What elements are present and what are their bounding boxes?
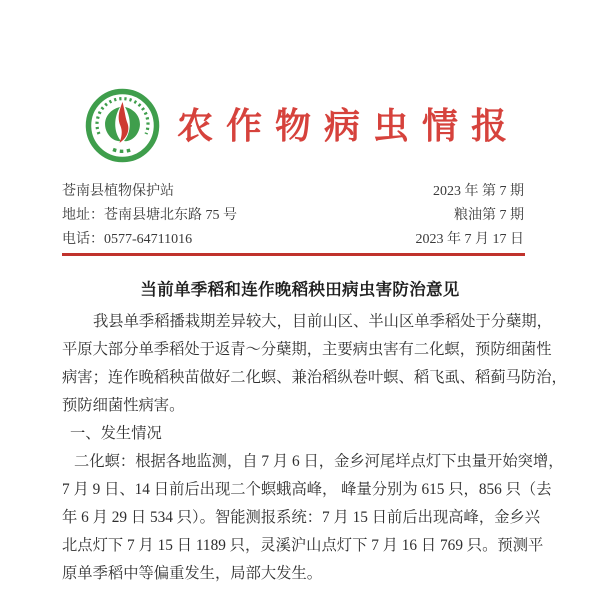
- station-name: 苍南县植物保护站: [62, 184, 174, 199]
- issue-year-number: 2023 年 第 7 期: [433, 184, 524, 199]
- article-body: [62, 308, 567, 588]
- intro-paragraph: [62, 308, 567, 420]
- station-address: 地址：苍南县塘北东路 75 号: [62, 208, 237, 223]
- text-line: 北点灯下 7 月 15 日 1189 只，灵溪沪山点灯下 7 月 16 日 769 只。预测平: [62, 537, 544, 554]
- text-line: 我县单季稻播栽期差异较大，目前山区、半山区单季稻处于分蘖期，: [93, 313, 552, 330]
- issue-info-row: [62, 228, 524, 252]
- text-line: 平原大部分单季稻处于返青～分蘖期，主要病虫害有二化螟，预防细菌性: [62, 341, 552, 358]
- text-line: 7 月 9 日、14 日前后出现二个螟蛾高峰， 峰量分别为 615 只，856 只（去: [62, 481, 552, 498]
- plant-protection-logo-icon: [84, 87, 161, 164]
- bulletin-masthead-title: 农作物病虫情报: [177, 105, 521, 146]
- station-phone: 电话：0577-64711016: [62, 232, 193, 247]
- text-line: 病害；连作晚稻秧苗做好二化螟、兼治稻纵卷叶螟、稻飞虱、稻蓟马防治，: [62, 369, 567, 386]
- masthead-header: [0, 0, 600, 164]
- section-1-heading: 一、发生情况: [70, 425, 162, 442]
- red-rule-divider: [62, 253, 525, 256]
- issue-series-number: 粮油第 7 期: [454, 208, 524, 223]
- text-line: 二化螟：根据各地监测，自 7 月 6 日，金乡河尾垟点灯下虫量开始突增，: [74, 453, 564, 470]
- text-line: 年 6 月 29 日 534 只）。智能测报系统：7 月 15 日前后出现高峰，金乡兴: [62, 509, 541, 526]
- issue-info-row: [62, 204, 524, 228]
- text-line: 预防细菌性病害。: [62, 397, 185, 414]
- issue-info-row: [62, 180, 524, 204]
- section-1-paragraph: [62, 448, 564, 588]
- issue-info-block: [62, 180, 524, 252]
- text-line: 原单季稻中等偏重发生，局部大发生。: [62, 565, 323, 582]
- issue-date: 2023 年 7 月 17 日: [415, 232, 524, 247]
- article-title: 当前单季稻和连作晚稻秧田病虫害防治意见: [140, 280, 460, 299]
